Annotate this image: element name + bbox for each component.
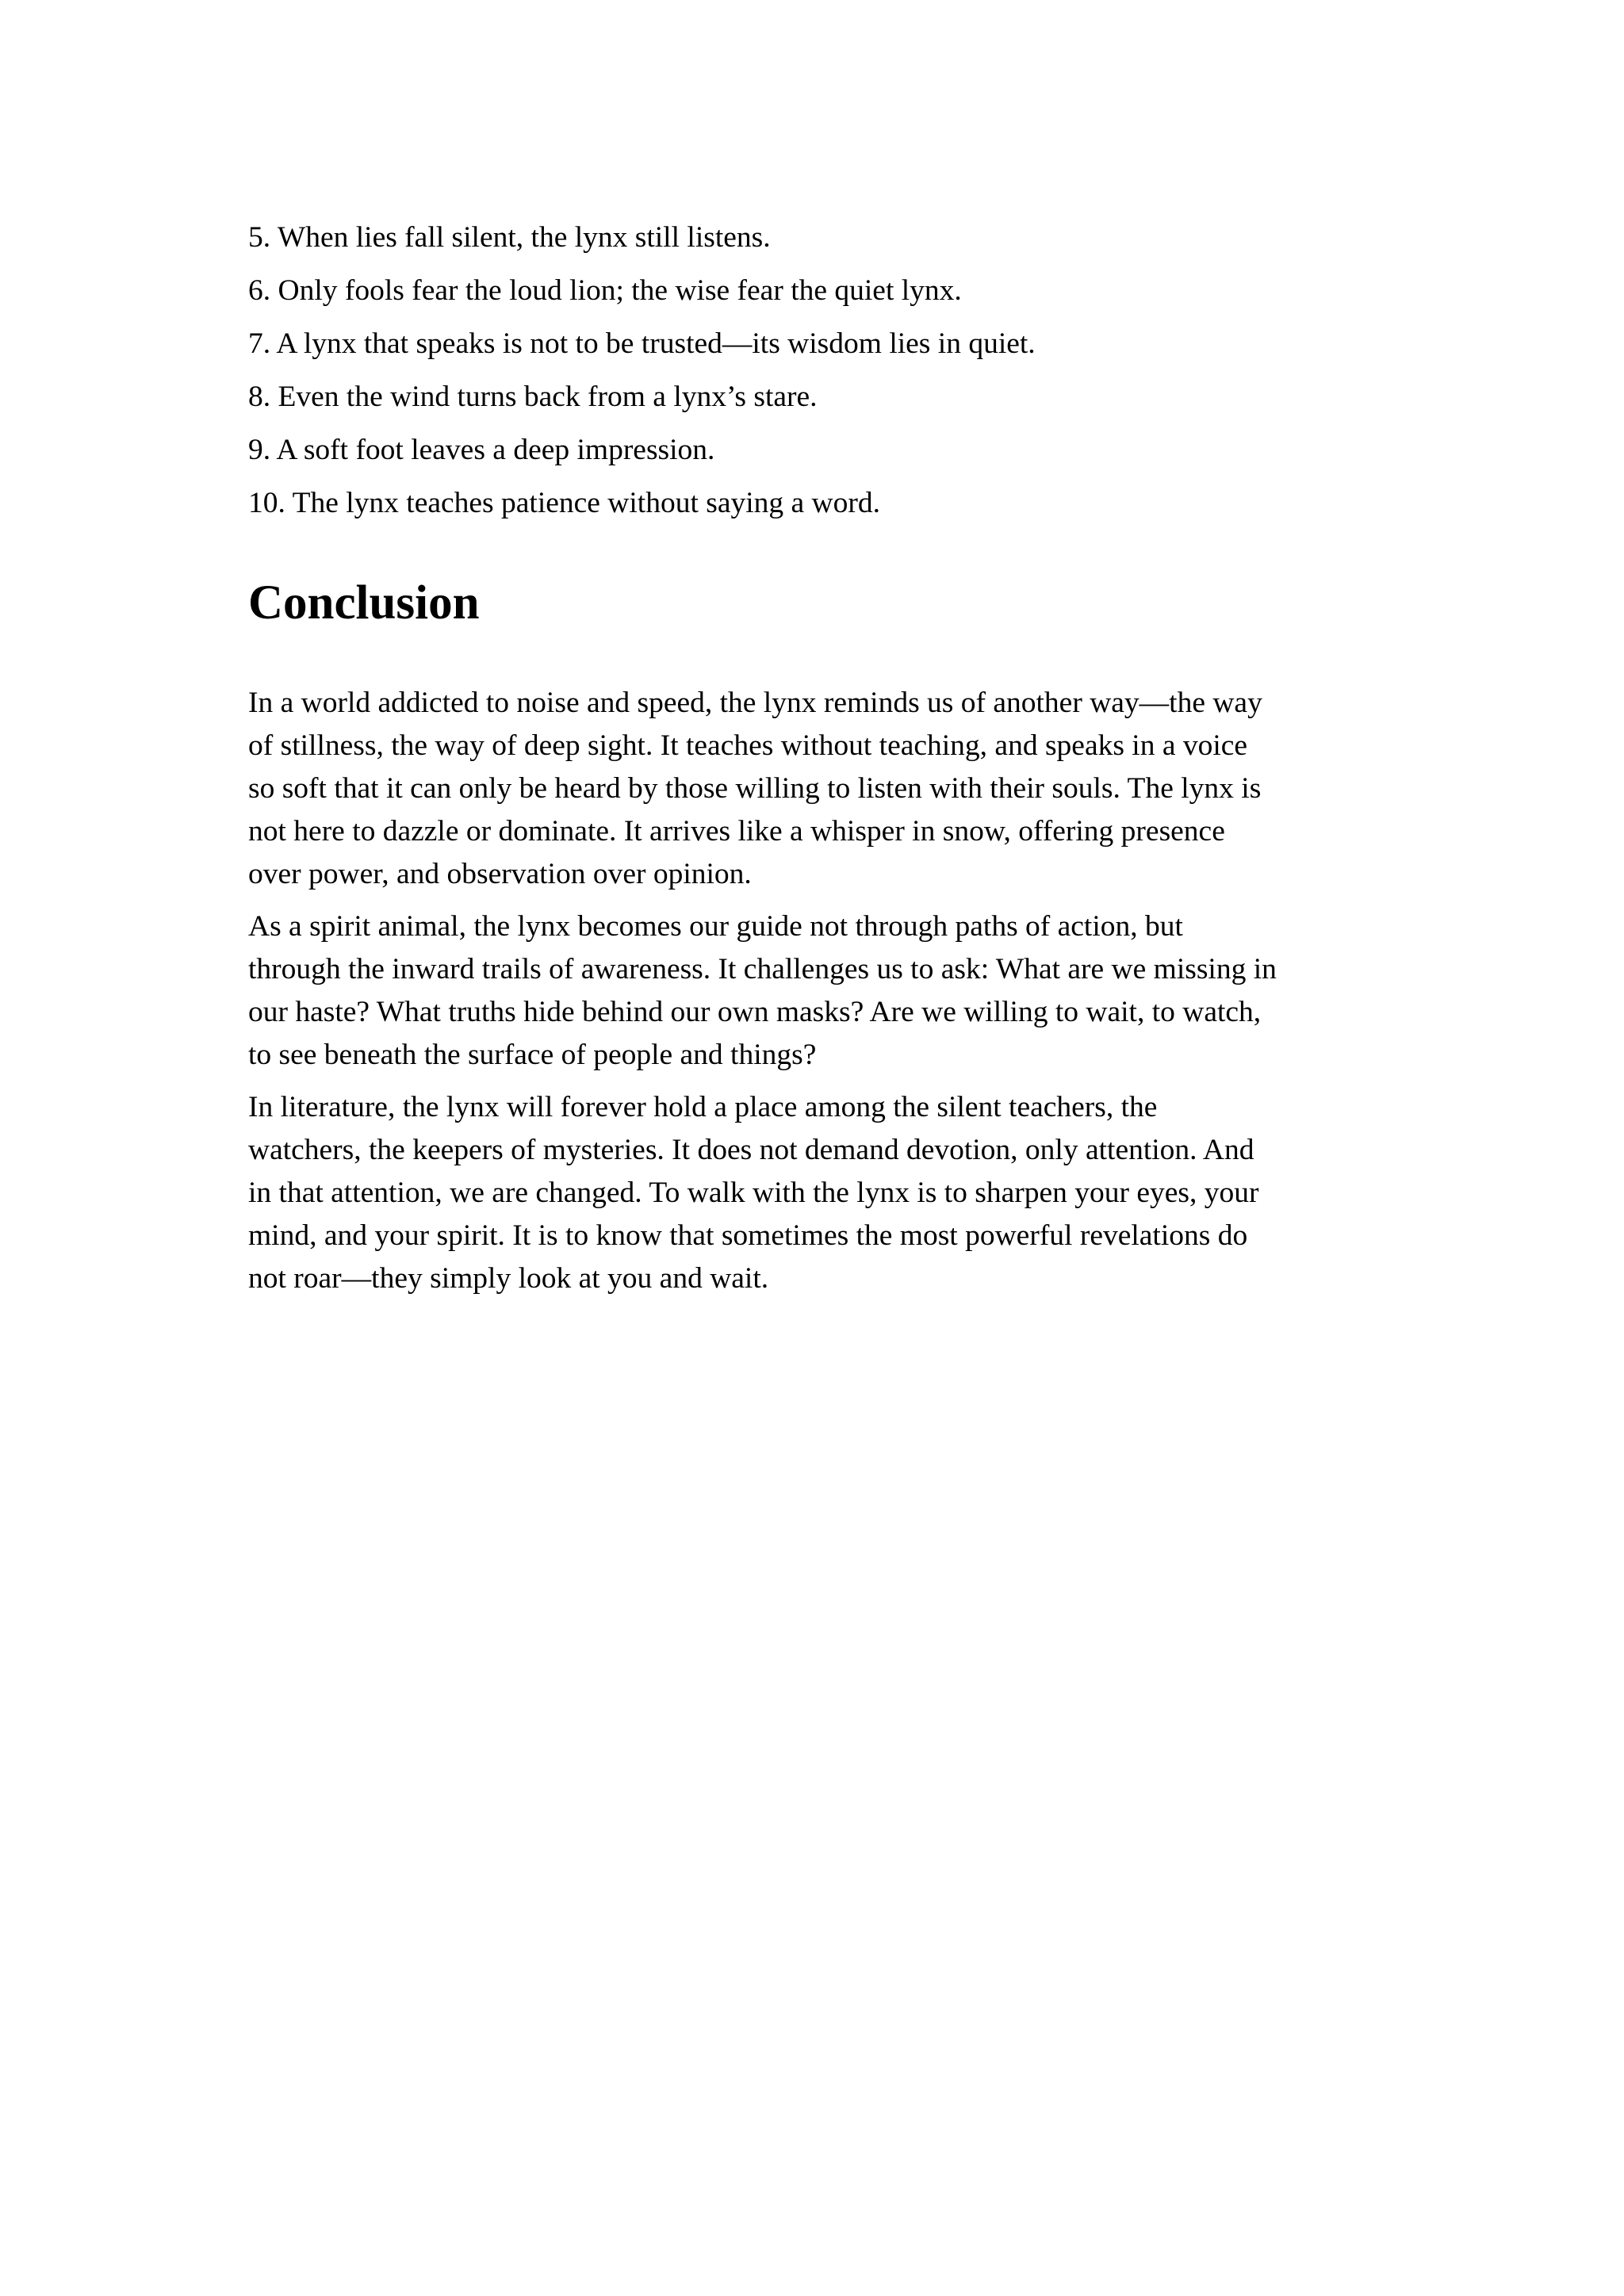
list-item: 7. A lynx that speaks is not to be trusted—its wisdom lies in quiet. xyxy=(248,327,1036,360)
list-item: 10. The lynx teaches patience without saying a word. xyxy=(248,487,881,519)
proverbs-list xyxy=(248,211,1396,530)
conclusion-heading: Conclusion xyxy=(248,576,480,629)
list-item: 5. When lies fall silent, the lynx still listens. xyxy=(248,221,771,254)
paragraph: In a world addicted to noise and speed, the lynx reminds us of another way—the way of stillness, the way of deep sight. It teaches without teaching, and speaks in a voice so soft that it can only be heard by those willing to listen with their souls. The lynx is not here to dazzle or dominate. It arrives like a whisper in snow, offering presence over power, and observation over opinion. xyxy=(248,687,1262,890)
paragraph: As a spirit animal, the lynx becomes our guide not through paths of action, but through the inward trails of awareness. It challenges us to ask: What are we missing in our haste? What truths hide behind our own masks? Are we willing to wait, to watch, to see beneath the surface of people and things? xyxy=(248,910,1277,1071)
page-content xyxy=(248,211,1396,1295)
paragraph: In literature, the lynx will forever hold a place among the silent teachers, the watchers, the keepers of mysteries. It does not demand devotion, only attention. And in that attention, we are changed. To walk with the lynx is to sharpen your eyes, your mind, and your spirit. It is to know that sometimes the most powerful revelations do not roar—they simply look at you and wait. xyxy=(248,1091,1259,1295)
conclusion-body xyxy=(248,682,1396,1310)
list-item: 6. Only fools fear the loud lion; the wise fear the quiet lynx. xyxy=(248,274,962,307)
list-item: 8. Even the wind turns back from a lynx’s stare. xyxy=(248,381,818,413)
list-item: 9. A soft foot leaves a deep impression. xyxy=(248,434,715,466)
